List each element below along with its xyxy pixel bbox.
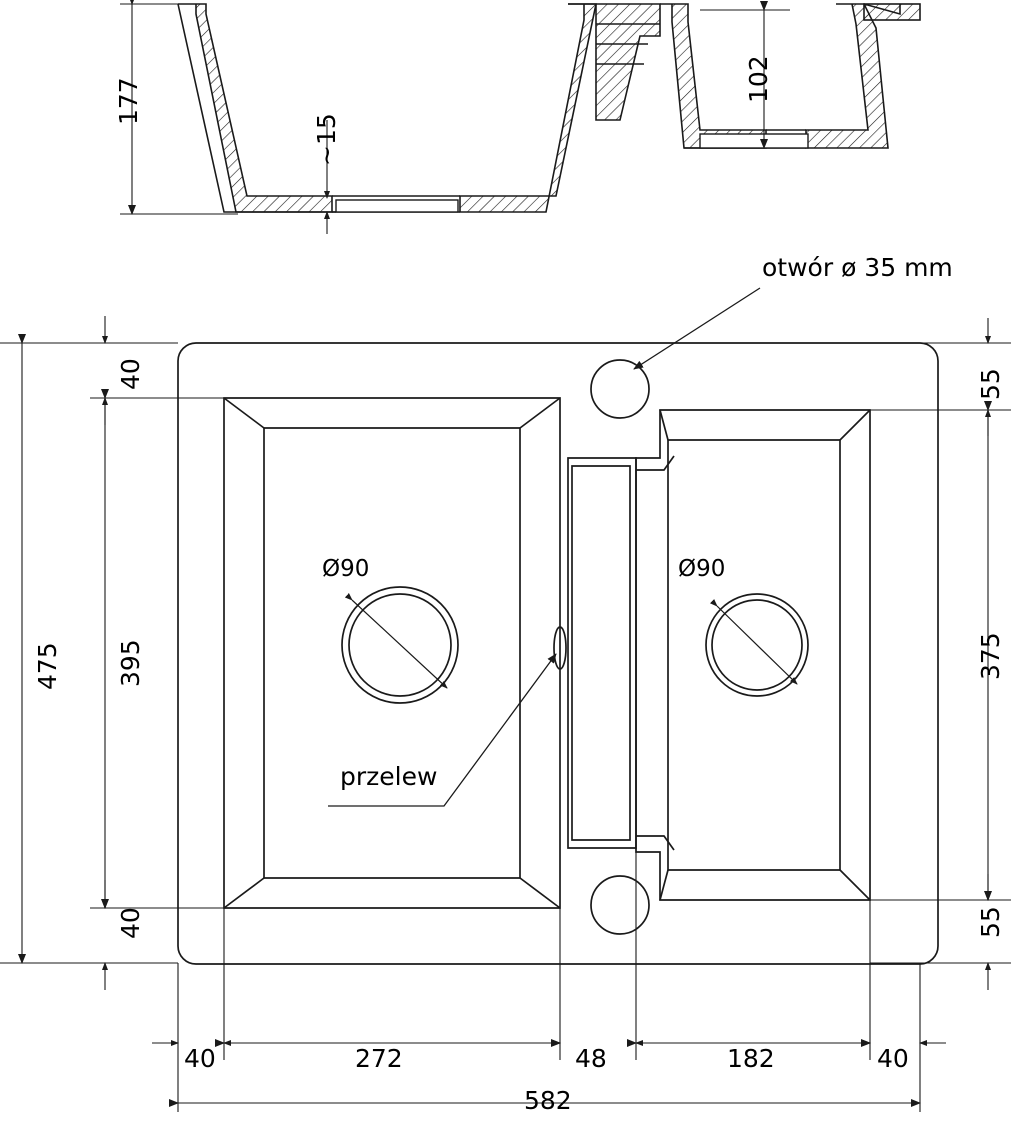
section-divider-wall xyxy=(460,4,596,212)
dim-label-272: 272 xyxy=(355,1044,403,1073)
dim-label-top-inset-right: 55 xyxy=(976,368,1005,400)
annotation-overflow: przelew xyxy=(340,762,438,791)
dim-label-left-margin: 40 xyxy=(184,1044,216,1073)
dim-label-bottom-inset-right: 55 xyxy=(976,906,1005,938)
drain-right-dim-line xyxy=(717,606,797,684)
dim-label-177: 177 xyxy=(114,77,143,125)
dim-label-15: ~15 xyxy=(312,113,341,166)
dim-label-182: 182 xyxy=(727,1044,775,1073)
drain-left-dim-line xyxy=(352,600,447,688)
dim-label-right-margin: 40 xyxy=(877,1044,909,1073)
dim-label-395: 395 xyxy=(116,639,145,687)
annotation-drain-left: Ø90 xyxy=(322,556,370,582)
dim-label-475: 475 xyxy=(33,642,62,690)
secondary-hole xyxy=(591,876,649,934)
annotation-tap-hole: otwór ø 35 mm xyxy=(762,253,953,282)
divider-channel xyxy=(568,458,636,848)
annotation-drain-right: Ø90 xyxy=(678,556,726,582)
section-right-drain-plate xyxy=(700,134,808,148)
small-bowl-inner xyxy=(668,440,840,870)
dims-bottom xyxy=(152,848,946,1115)
dim-label-top-inset: 40 xyxy=(116,358,145,390)
dim-label-48: 48 xyxy=(575,1044,607,1073)
section-right-bowl-wall2 xyxy=(806,4,888,148)
dim-label-102: 102 xyxy=(744,55,773,103)
leader-lines xyxy=(328,288,760,806)
main-bowl-outer xyxy=(224,398,560,908)
tap-hole xyxy=(591,360,649,418)
cross-section-view xyxy=(178,4,920,212)
section-left-drain-plate xyxy=(336,200,458,212)
section-right-rim xyxy=(864,4,920,20)
tap-hole-leader xyxy=(634,288,760,369)
dim-label-582: 582 xyxy=(524,1086,572,1115)
dim-label-bottom-inset: 40 xyxy=(116,907,145,939)
divider-channel-inner xyxy=(572,466,630,840)
dim-label-375: 375 xyxy=(976,632,1005,680)
top-plan-view xyxy=(178,343,938,964)
main-bowl-inner xyxy=(264,428,520,878)
small-bowl-outer xyxy=(636,410,870,900)
